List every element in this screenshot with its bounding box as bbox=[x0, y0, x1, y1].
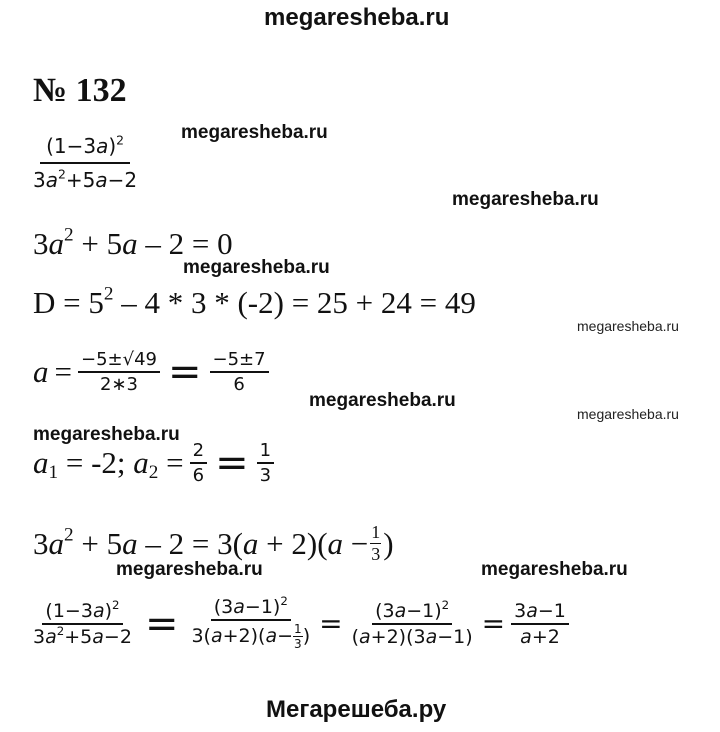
factorization-line: $3a^2 + 5a - 2 = 3(a + 2)(a$ − $\frac{1}{3}$ ) bbox=[33, 522, 394, 564]
watermark: megaresheba.ru bbox=[183, 257, 330, 278]
factor-fraction-numerator: 1 bbox=[371, 522, 381, 542]
fraction-numerator: $(1-3a)^2$ bbox=[46, 132, 125, 158]
root-a2-denominator: 6 bbox=[192, 465, 205, 486]
watermark: megaresheba.ru bbox=[181, 122, 328, 143]
roots-numerator-simplified: −5±7 bbox=[210, 349, 269, 373]
root-a2-simplified-numerator: 1 bbox=[257, 440, 274, 464]
discriminant-line: $D = 5^2 - 4 * 3 * (-2) = 25 + 24 = 49$ bbox=[33, 283, 476, 320]
roots-denominator: 2∗3 bbox=[99, 374, 138, 395]
root-a2-numerator: 2 bbox=[190, 440, 207, 464]
site-header: megaresheba.ru bbox=[264, 4, 450, 31]
watermark: megaresheba.ru bbox=[309, 390, 456, 411]
watermark: megaresheba.ru bbox=[452, 189, 599, 210]
watermark: megaresheba.ru bbox=[33, 424, 180, 445]
watermark: megaresheba.ru bbox=[577, 318, 679, 334]
watermark: megaresheba.ru bbox=[116, 559, 263, 580]
roots-denominator-simplified: 6 bbox=[233, 374, 245, 395]
problem-number: № 132 bbox=[33, 72, 127, 109]
roots-formula: a = $\frac{-5\pm√49}{2∗3}$ = $\frac{-5\pm 7}{6}$ bbox=[33, 349, 269, 395]
root-a2-simplified-denominator: 3 bbox=[259, 465, 272, 486]
watermark: megaresheba.ru bbox=[577, 406, 679, 422]
roots-values: $a_1 = -2$; $a_2$ = $\frac{2}{6}$ = $\frac{1}{3}$ bbox=[33, 440, 274, 486]
fraction-denominator: $3a^2+5a-2$ bbox=[33, 166, 138, 192]
expression-fraction bbox=[30, 134, 140, 192]
final-chain: $\frac{(1-3a)^2}{3a^2+5a-2}$ = $(3a-1)^2$ 3(a+2)(a− $\frac{1}{3}$ ) = $\frac{(3a-1)^2}{(a+2)(3a-1)}$ = $\frac{3a-1}{a+2}$ bbox=[30, 596, 569, 651]
roots-numerator: −5±√49 bbox=[78, 349, 160, 373]
site-footer: Мегарешеба.ру bbox=[266, 696, 447, 723]
quadratic-equation: $3a^2 + 5a - 2 = 0$ bbox=[33, 224, 233, 261]
root-a1: -2 bbox=[91, 445, 117, 480]
factor-fraction-denominator: 3 bbox=[371, 544, 381, 564]
watermark: megaresheba.ru bbox=[481, 559, 628, 580]
